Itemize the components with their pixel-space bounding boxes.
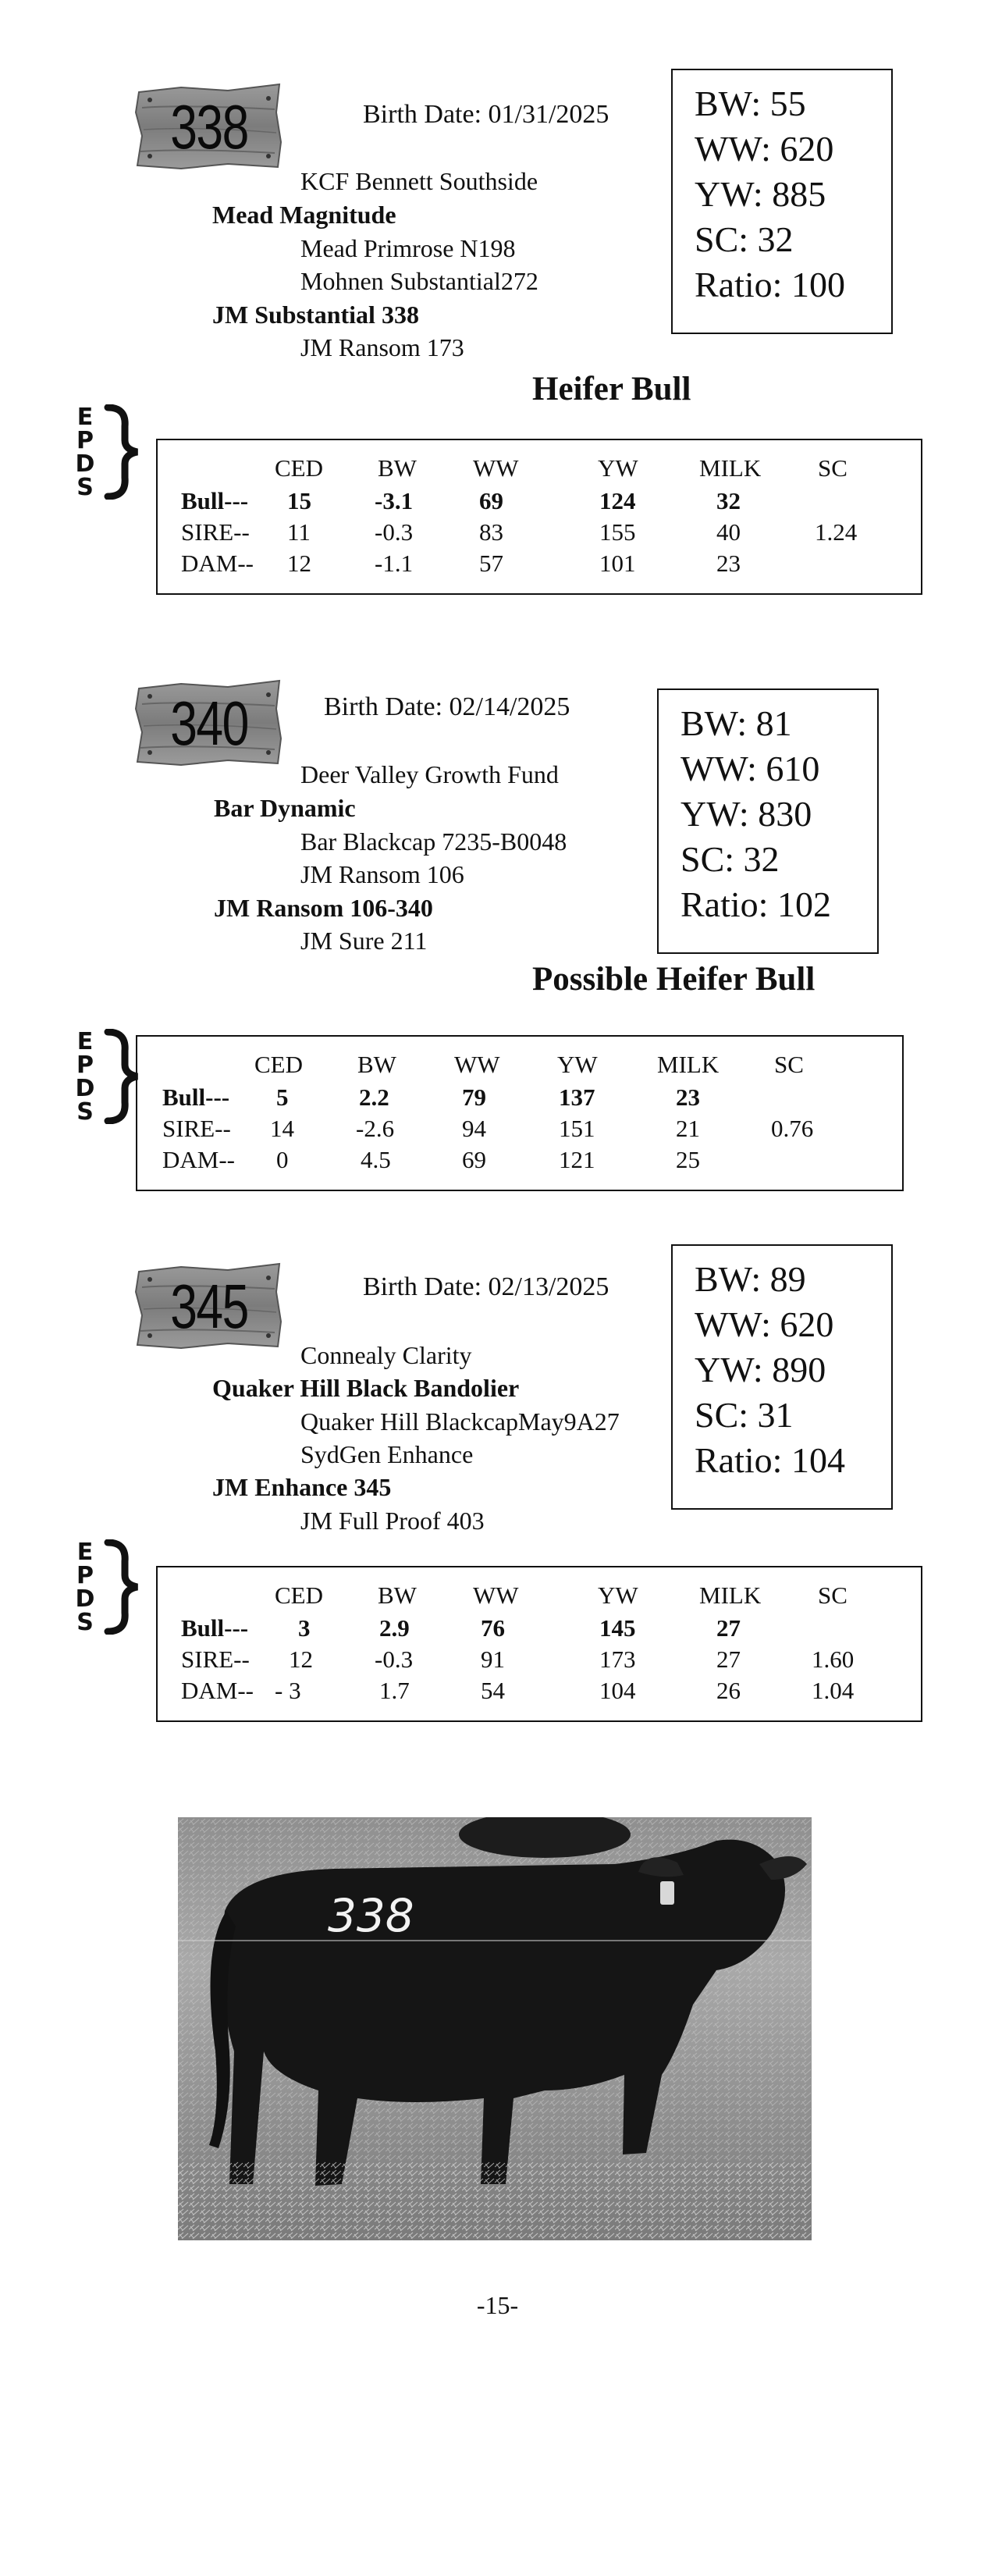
epd-value: 23 <box>676 1083 700 1111</box>
epd-value: 155 <box>599 518 636 546</box>
sire: Quaker Hill Black Bandolier <box>212 1374 520 1402</box>
epd-header-sc: SC <box>774 1051 804 1078</box>
epd-value: 12 <box>289 1646 313 1673</box>
epd-value: 14 <box>270 1115 294 1142</box>
epd-row-label: DAM-- <box>181 1677 254 1704</box>
stat-sc: SC: 31 <box>695 1395 794 1435</box>
epd-value: 12 <box>287 550 311 577</box>
stat-bw: BW: 55 <box>695 84 806 123</box>
epd-header-yw: YW <box>598 1582 638 1609</box>
epd-value: 1.60 <box>812 1646 855 1673</box>
epd-value: 69 <box>462 1146 486 1173</box>
sire-sire: Deer Valley Growth Fund <box>300 760 559 788</box>
epd-header-milk: MILK <box>657 1051 720 1078</box>
epds-letter: E <box>76 1539 94 1566</box>
epds-letter: S <box>76 1098 94 1126</box>
epd-row-label: SIRE-- <box>181 518 250 546</box>
stat-ww: WW: 610 <box>681 749 820 788</box>
epd-header-bw: BW <box>357 1051 396 1078</box>
epd-value: 3 <box>298 1614 311 1642</box>
epd-value: 23 <box>716 550 741 577</box>
epds-letter: D <box>75 1075 95 1102</box>
epd-value: 0 <box>276 1146 289 1173</box>
dam: JM Enhance 345 <box>212 1473 392 1501</box>
birth-date: Birth Date: 02/13/2025 <box>363 1272 609 1301</box>
epd-value: 40 <box>716 518 741 546</box>
epd-header-milk: MILK <box>699 1582 762 1609</box>
epd-value: 0.76 <box>771 1115 814 1142</box>
epd-value: 1.24 <box>815 518 858 546</box>
tag-number: 338 <box>170 92 248 162</box>
epd-header-yw: YW <box>598 454 638 482</box>
epd-value: 137 <box>559 1083 595 1111</box>
epd-value: 121 <box>559 1146 595 1173</box>
epd-value: 27 <box>716 1646 741 1673</box>
birth-date: Birth Date: 02/14/2025 <box>324 692 570 721</box>
brace-icon <box>103 1539 142 1635</box>
epd-value: 151 <box>559 1115 595 1142</box>
epd-header-ww: WW <box>473 454 519 482</box>
epd-value: 145 <box>599 1614 636 1642</box>
epd-value: -2.6 <box>356 1115 395 1142</box>
epd-value: 2.2 <box>359 1083 389 1111</box>
page-number: -15- <box>476 2291 519 2319</box>
epd-value: 32 <box>716 487 741 514</box>
tag-number: 345 <box>170 1272 248 1341</box>
hide-number: 338 <box>328 1889 414 1942</box>
dam-sire: JM Ransom 106 <box>300 860 464 888</box>
black-bull-image <box>178 1817 812 2240</box>
epd-value: 69 <box>479 487 503 514</box>
stat-yw: YW: 890 <box>695 1350 826 1389</box>
epds-letter: S <box>76 1609 94 1636</box>
stat-yw: YW: 830 <box>681 794 812 834</box>
epd-value: 79 <box>462 1083 486 1111</box>
tag-number: 340 <box>170 688 248 758</box>
dam: JM Substantial 338 <box>212 301 419 329</box>
epd-value: 2.9 <box>379 1614 410 1642</box>
epd-value: 91 <box>481 1646 505 1673</box>
epd-value: 57 <box>479 550 503 577</box>
epd-header-milk: MILK <box>699 454 762 482</box>
epds-letter: D <box>75 450 95 478</box>
dam-sire: SydGen Enhance <box>300 1440 474 1468</box>
dam-sire: Mohnen Substantial272 <box>300 267 538 295</box>
epd-value: -0.3 <box>375 518 414 546</box>
epd-header-sc: SC <box>818 454 848 482</box>
epd-value: -3.1 <box>375 487 414 514</box>
epd-value: 54 <box>481 1677 505 1704</box>
stat-ww: WW: 620 <box>695 1304 834 1344</box>
epd-value: 4.5 <box>361 1146 391 1173</box>
stat-ratio: Ratio: 102 <box>681 884 831 924</box>
stat-yw: YW: 885 <box>695 174 826 214</box>
epd-value: 26 <box>716 1677 741 1704</box>
epd-value: -0.3 <box>375 1646 414 1673</box>
sire: Mead Magnitude <box>212 201 396 229</box>
epd-value: 101 <box>599 550 636 577</box>
epds-letter: D <box>75 1585 95 1613</box>
epd-header-bw: BW <box>378 1582 417 1609</box>
epd-header-ww: WW <box>454 1051 500 1078</box>
epd-value: 83 <box>479 518 503 546</box>
stat-sc: SC: 32 <box>695 219 794 259</box>
epd-header-ced: CED <box>275 454 323 482</box>
epd-value: 27 <box>716 1614 741 1642</box>
epd-header-ced: CED <box>275 1582 323 1609</box>
dam: JM Ransom 106-340 <box>214 894 433 922</box>
epd-value: 76 <box>481 1614 505 1642</box>
epd-value: 94 <box>462 1115 486 1142</box>
sire-dam: Quaker Hill BlackcapMay9A27 <box>300 1407 620 1436</box>
epd-value: -1.1 <box>375 550 414 577</box>
epds-letter: E <box>76 404 94 431</box>
epd-value: 1.04 <box>812 1677 855 1704</box>
epd-header-ced: CED <box>254 1051 303 1078</box>
sire: Bar Dynamic <box>214 794 356 822</box>
epds-letter: E <box>76 1028 94 1055</box>
epds-side-label <box>69 1541 101 1635</box>
sire-sire: KCF Bennett Southside <box>300 167 538 195</box>
bull-photo <box>178 1817 812 2240</box>
epds-letter: S <box>76 474 94 501</box>
sire-dam: Bar Blackcap 7235-B0048 <box>300 827 567 856</box>
stat-sc: SC: 32 <box>681 839 780 879</box>
epd-value: 25 <box>676 1146 700 1173</box>
stat-bw: BW: 89 <box>695 1259 806 1299</box>
epd-value: 124 <box>599 487 636 514</box>
dam-dam: JM Full Proof 403 <box>300 1507 485 1535</box>
dam-dam: JM Ransom 173 <box>300 333 464 361</box>
stat-ratio: Ratio: 104 <box>695 1440 845 1480</box>
epd-value: 15 <box>287 487 311 514</box>
epd-header-sc: SC <box>818 1582 848 1609</box>
dam-dam: JM Sure 211 <box>300 927 428 955</box>
epd-value: 21 <box>676 1115 700 1142</box>
stat-ratio: Ratio: 100 <box>695 265 845 304</box>
bull-label: Possible Heifer Bull <box>532 961 816 998</box>
epd-value: 104 <box>599 1677 636 1704</box>
epd-table <box>156 1566 922 1722</box>
epd-value: - 3 <box>275 1677 301 1704</box>
epds-letter: P <box>76 427 94 454</box>
epd-row-label: Bull--- <box>181 487 249 514</box>
epds-letter: P <box>76 1051 94 1079</box>
epd-row-label: Bull--- <box>162 1083 230 1111</box>
epd-value: 5 <box>276 1083 289 1111</box>
epd-row-label: DAM-- <box>162 1146 235 1173</box>
birth-date: Birth Date: 01/31/2025 <box>363 100 609 129</box>
epds-letter: P <box>76 1562 94 1589</box>
epd-value: 173 <box>599 1646 636 1673</box>
epd-header-yw: YW <box>557 1051 598 1078</box>
sire-dam: Mead Primrose N198 <box>300 234 516 262</box>
epd-value: 1.7 <box>379 1677 410 1704</box>
epd-row-label: SIRE-- <box>162 1115 231 1142</box>
epd-row-label: SIRE-- <box>181 1646 250 1673</box>
weight-stats-box <box>671 1244 893 1510</box>
ear-tag-345 <box>134 1261 284 1353</box>
stat-bw: BW: 81 <box>681 703 792 743</box>
epd-value: 11 <box>287 518 311 546</box>
epd-row-label: DAM-- <box>181 550 254 577</box>
epd-row-label: Bull--- <box>181 1614 249 1642</box>
sire-sire: Connealy Clarity <box>300 1341 472 1369</box>
epd-header-ww: WW <box>473 1582 519 1609</box>
stat-ww: WW: 620 <box>695 129 834 169</box>
bull-label: Heifer Bull <box>532 371 691 407</box>
epd-header-bw: BW <box>378 454 417 482</box>
